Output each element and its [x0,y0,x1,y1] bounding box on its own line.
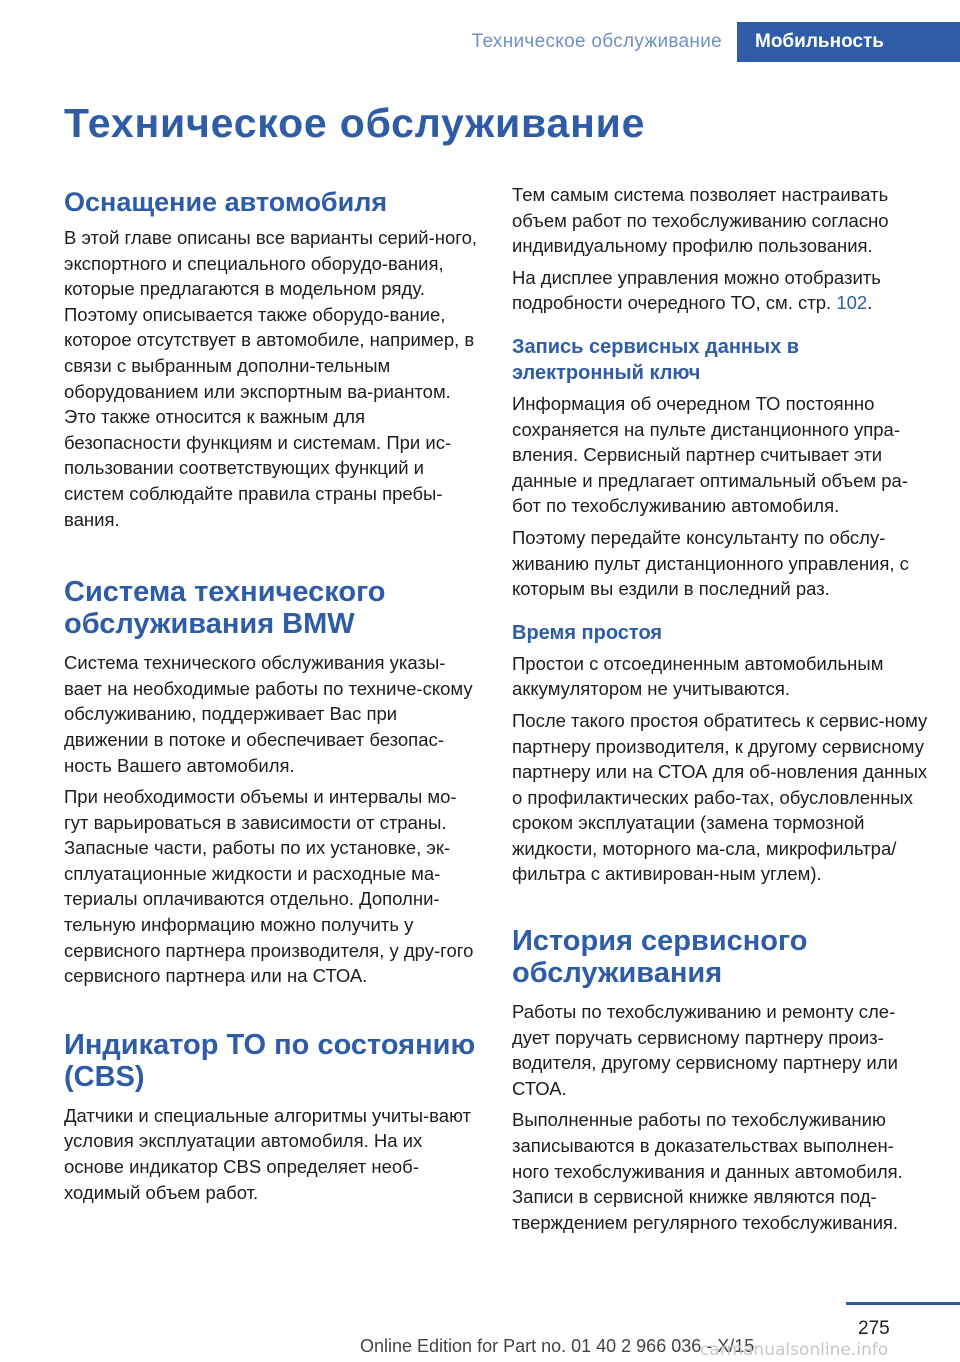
para-cbs: Датчики и специальные алгоритмы учиты-вают условия эксплуатации автомобиля. На их основе индикатор CBS определяет необ-ходимый объем работ. [64,1104,472,1203]
page-number: 275 [858,1318,890,1339]
heading-record-key: Запись сервисных данных в электронный ключ [512,335,800,384]
para-equipment: В этой главе описаны все варианты серий-ного, экспортного и специального оборудо-вания, которые предлагаются в модельном ряду. Поэтому описывается также оборудо-вание, которое отсутствует в автомобиле, например, в связи с выбранным дополни-тельным оборудованием или экспортным ва-риантом. Это также относится к важным для безопасности функциям и системам. При ис-пользовании соответствующих функций и систем соблюдайте правила страны пребы-вания. [64,227,478,530]
page-header [0,0,960,62]
para-intro-2 [512,265,928,316]
heading-equipment: Оснащение автомобиля [64,187,388,217]
heading-service-history: История сервисного обслуживания [512,925,808,990]
para-record-1: Информация об очередном ТО постоянно сохраняется на пульте дистанционного упра-вления. Сервисный партнер считывает эти данные и предлагает оптимальный объем ра-бот по техобслуживанию автомобиля. [512,392,908,517]
para-intro-2-end: . [867,292,873,314]
para-history-1: Работы по техобслуживанию и ремонту сле-дует поручать сервисному партнеру произ-водителя, другому сервисному партнеру или СТОА. [512,1001,898,1099]
page-link-102[interactable]: 102 [836,292,868,314]
page-title: Техническое обслуживание [64,100,646,146]
para-history-2: Выполненные работы по техобслуживанию записываются в доказательствах выполнен-ного техобслуживания и данных автомобиля. Записи в сервисной книжке являются под-тверждением регулярного техобслуживания. [512,1109,903,1233]
footer-rule [846,1302,960,1305]
para-system-1: Система технического обслуживания указы-вает на необходимые работы по техниче-скому обслуживанию, поддерживает Вас при движении в потоке и обеспечивает безопас-ность Вашего автомобиля. [64,652,473,776]
heading-bmw-system: Система технического обслуживания BMW [64,576,386,641]
para-downtime-1: Простои с отсоединенным автомобильным аккумулятором не учитываются. [512,652,884,700]
header-tab-mobility: Мобильность [737,22,960,62]
para-intro-2-text: На дисплее управления можно отобразить подробности очередного ТО, см. стр. [512,266,881,314]
watermark: carmanualsonline.info [700,1340,889,1360]
header-section-title: Техническое обслуживание [471,31,722,52]
footer-edition: Online Edition for Part no. 01 40 2 966 036 - X/15 [360,1336,755,1356]
para-system-2: При необходимости объемы и интервалы мо-гут варьироваться в зависимости от страны. Запасные части, работы по их установке, эк-сплуатационные жидкости и расходные ма-териалы оплачиваются отдельно. Дополни-тельную информацию можно получить у сервисного партнера производителя, у дру-гого сервисного партнера или на СТОА. [64,786,474,987]
heading-downtime: Время простоя [512,621,663,644]
para-downtime-2: После такого простоя обратитесь к сервис-ному партнеру производителя, к другому сервисному партнеру или на СТОА для об-новления данных о профилактических рабо-тах, обусловленных сроком эксплуатации (замена тормозной жидкости, моторного ма-сла, микрофильтра/фильтра с активирован-ным углем). [512,709,928,885]
right-column [512,182,928,1241]
heading-cbs: Индикатор ТО по состоянию (CBS) [64,1028,476,1093]
para-intro-1: Тем самым система позволяет настраивать объем работ по техобслуживанию согласно индивидуальному профилю пользования. [512,184,889,257]
left-column [64,186,480,1211]
para-record-2: Поэтому передайте консультанту по обслу-живанию пульт дистанционного управления, с которым вы ездили в последний раз. [512,526,909,600]
